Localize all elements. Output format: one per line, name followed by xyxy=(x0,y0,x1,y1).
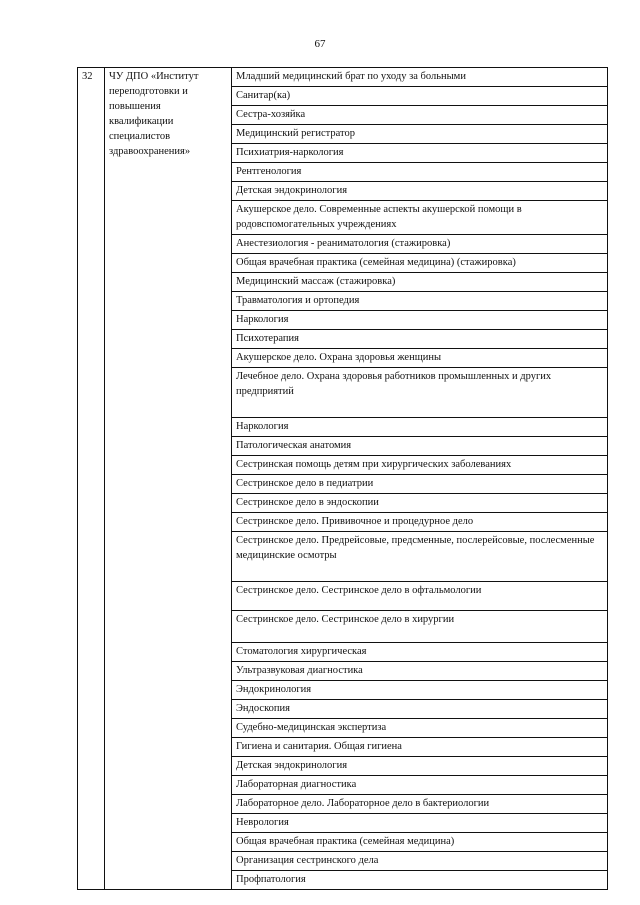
course-name: Судебно-медицинская экспертиза xyxy=(232,719,608,738)
course-name: Медицинский массаж (стажировка) xyxy=(232,273,608,292)
course-name: Организация сестринского дела xyxy=(232,852,608,871)
course-name: Сестринское дело в педиатрии xyxy=(232,475,608,494)
courses-table xyxy=(77,67,608,890)
course-name: Сестринское дело. Сестринское дело в офтальмологии xyxy=(232,582,608,611)
course-name: Лабораторная диагностика xyxy=(232,776,608,795)
courses-table-body xyxy=(78,68,608,890)
course-name: Эндокринология xyxy=(232,681,608,700)
course-name: Сестринское дело в эндоскопии xyxy=(232,494,608,513)
course-name: Детская эндокринология xyxy=(232,757,608,776)
course-name: Рентгенология xyxy=(232,163,608,182)
course-name: Лабораторное дело. Лабораторное дело в бактериологии xyxy=(232,795,608,814)
course-name: Профпатология xyxy=(232,871,608,890)
course-name: Акушерское дело. Охрана здоровья женщины xyxy=(232,349,608,368)
course-name: Акушерское дело. Современные аспекты акушерской помощи в родовспомогательных учреждениях xyxy=(232,201,608,235)
course-name: Гигиена и санитария. Общая гигиена xyxy=(232,738,608,757)
course-name: Детская эндокринология xyxy=(232,182,608,201)
table-row xyxy=(78,68,608,87)
course-name: Наркология xyxy=(232,418,608,437)
course-name: Анестезиология - реаниматология (стажировка) xyxy=(232,235,608,254)
course-name: Сестра-хозяйка xyxy=(232,106,608,125)
course-name: Психотерапия xyxy=(232,330,608,349)
course-name: Общая врачебная практика (семейная медицина) xyxy=(232,833,608,852)
course-name: Психиатрия-наркология xyxy=(232,144,608,163)
course-name: Травматология и ортопедия xyxy=(232,292,608,311)
course-name: Стоматология хирургическая xyxy=(232,643,608,662)
course-name: Лечебное дело. Охрана здоровья работников промышленных и других предприятий xyxy=(232,368,608,418)
course-name: Наркология xyxy=(232,311,608,330)
course-name: Сестринское дело. Сестринское дело в хирургии xyxy=(232,611,608,643)
course-name: Неврология xyxy=(232,814,608,833)
course-name: Сестринское дело. Предрейсовые, предсменные, послерейсовые, послесменные медицинские осмотры xyxy=(232,532,608,582)
course-name: Медицинский регистратор xyxy=(232,125,608,144)
course-name: Патологическая анатомия xyxy=(232,437,608,456)
course-name: Эндоскопия xyxy=(232,700,608,719)
course-name: Ультразвуковая диагностика xyxy=(232,662,608,681)
course-name: Младший медицинский брат по уходу за больными xyxy=(232,68,608,87)
course-name: Сестринская помощь детям при хирургических заболеваниях xyxy=(232,456,608,475)
course-name: Сестринское дело. Прививочное и процедурное дело xyxy=(232,513,608,532)
course-name: Санитар(ка) xyxy=(232,87,608,106)
page-number: 67 xyxy=(314,38,326,50)
organization-name: ЧУ ДПО «Институт переподготовки и повышения квалификации специалистов здравоохранения» xyxy=(105,68,232,890)
course-name: Общая врачебная практика (семейная медицина) (стажировка) xyxy=(232,254,608,273)
entry-number: 32 xyxy=(78,68,105,890)
